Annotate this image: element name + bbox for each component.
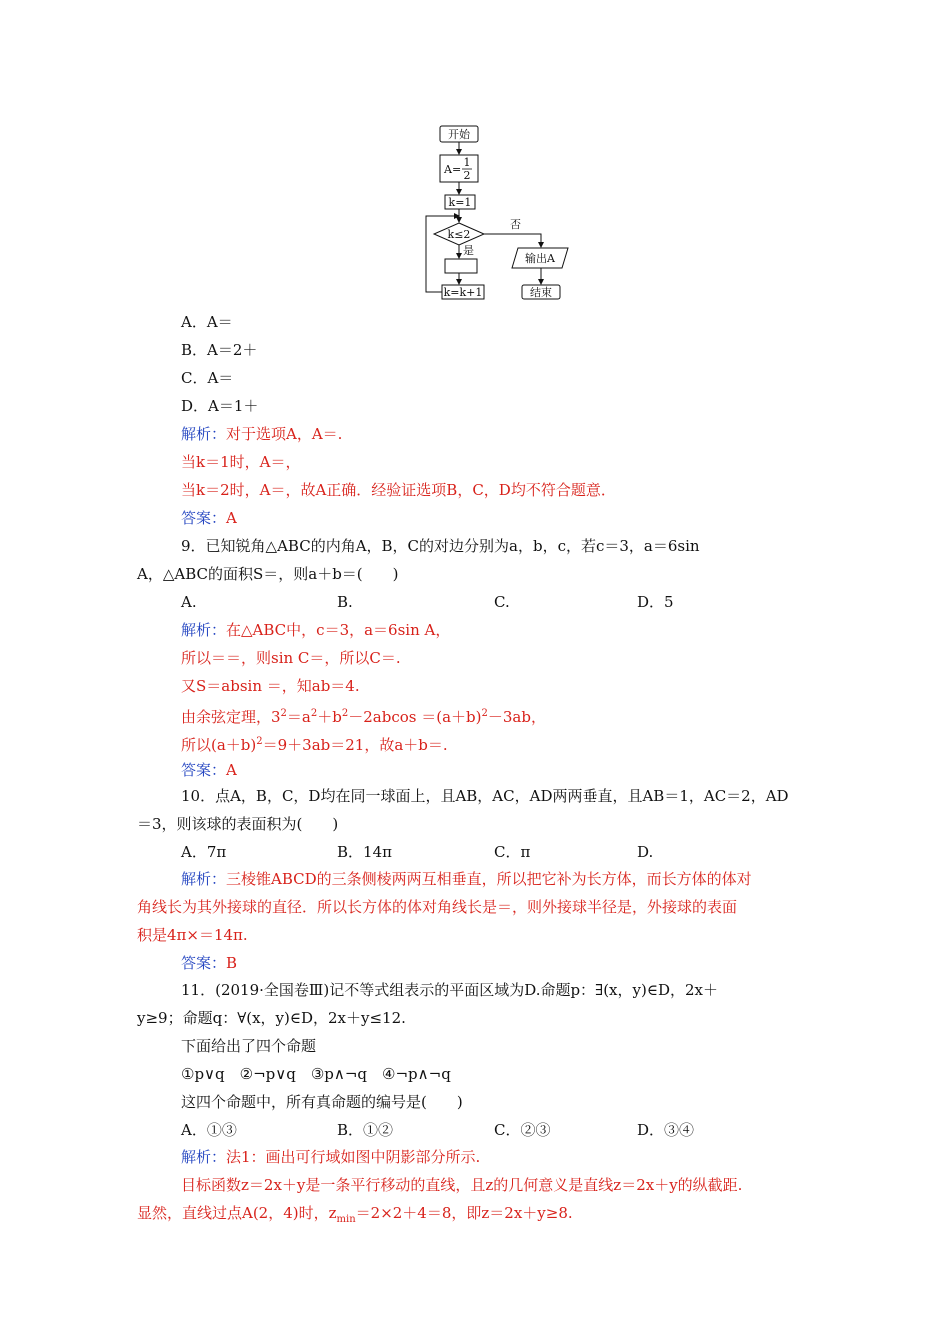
q9-answer-label: 答案： [181,761,227,779]
q10-analysis-text1: 三棱锥ABCD的三条侧棱两两互相垂直，所以把它补为长方体，而长方体的体对 [226,870,752,888]
q8-answer [181,508,237,528]
q10-analysis-line2: 角线长为其外接球的直径．所以长方体的体对角线长是＝，则外接球半径是，外接球的表面 [137,898,738,916]
q8-answer-value: A [226,509,237,527]
q11-analysis-line3-sub: min [336,1214,356,1225]
q9-analysis-line4-part-e: －3ab， [487,708,546,726]
flowchart-increment-label: k=k+1 [443,286,483,299]
q9-analysis-line5-part-b: ＝9＋3ab＝21，故a＋b＝. [262,736,448,754]
flowchart-condition-label: k≤2 [447,228,471,241]
q10-analysis-line3: 积是4π×＝14π. [137,926,248,944]
flowchart-yes-label: 是 [463,244,474,257]
q9-analysis-label: 解析： [181,621,227,639]
q8-analysis-line1 [181,424,342,444]
q9-answer-value: A [226,761,237,779]
q11-analysis-line3-part-a: 显然，直线过点A(2，4)时，z [137,1204,337,1222]
flowchart-output-label: 输出A [525,252,555,265]
q9-option-c: C. [494,593,510,611]
flowchart-init-k-node [445,195,475,209]
flowchart-end-node [522,285,560,299]
q10-option-b: B．14π [337,843,392,861]
q8-answer-label: 答案： [181,509,227,527]
flowchart-diagram [414,120,574,305]
q11-option-b: B．①② [337,1121,394,1139]
q9-analysis-line4-part-b: ＝a [286,708,311,726]
flowchart-process-node [445,259,477,273]
q8-option-d: D．A＝1＋ [181,397,259,415]
flowchart-assign-a-num: 1 [463,156,471,169]
q11-stem-line3: 下面给出了四个命题 [181,1037,317,1055]
q9-answer [181,760,237,780]
flowchart-start-label: 开始 [448,128,470,141]
flowchart-assign-a-den: 2 [463,169,471,182]
q10-analysis-line1 [181,869,752,889]
q11-option-a: A．①③ [181,1121,237,1139]
q10-stem-line1: 10．点A，B，C，D均在同一球面上，且AB，AC，AD两两垂直，且AB＝1，AC＝2，AD [181,787,789,805]
q9-analysis-line5-sup: 2 [256,736,263,747]
q9-analysis-line4 [181,704,546,727]
q9-analysis-line4-part-c: ＋b [317,708,342,726]
q9-analysis-line5-part-a: 所以(a＋b) [181,736,257,754]
flowchart-assign-a-prefix: A= [444,163,462,176]
flowchart-init-k-label: k=1 [448,196,472,209]
q8-analysis-line3: 当k＝2时，A＝，故A正确．经验证选项B，C，D均不符合题意． [181,481,616,499]
q10-answer-value: B [226,954,238,972]
flowchart-increment-node [442,285,484,299]
q9-analysis-line4-sup4: 2 [481,708,488,719]
q11-analysis-line1 [181,1147,480,1167]
q8-option-c: C．A＝ [181,369,234,387]
q11-stem-line4: ①p∨q ②¬p∨q ③p∧¬q ④¬p∧¬q [181,1065,451,1083]
q9-analysis-line5 [181,732,448,755]
q9-option-d: D．5 [637,593,674,611]
flowchart-assign-a-node [440,155,478,182]
q9-option-b: B. [337,593,353,611]
q8-analysis-line2: 当k＝1时，A＝， [181,453,301,471]
q11-option-d: D．③④ [637,1121,695,1139]
q9-analysis-line2: 所以＝＝，则sin C＝，所以C＝. [181,649,401,667]
flowchart-start-node [440,126,478,142]
q8-option-b: B．A＝2＋ [181,341,258,359]
flowchart-output-node [512,248,568,268]
q9-analysis-text1: 在△ABC中，c＝3，a＝6sin A， [226,621,451,639]
q11-analysis-line2: 目标函数z＝2x＋y是一条平行移动的直线，且z的几何意义是直线z＝2x＋y的纵截距. [181,1176,743,1194]
q9-analysis-line3: 又S＝absin ＝，知ab＝4. [181,677,360,695]
q9-analysis-line4-sup3: 2 [341,708,349,719]
q10-option-d: D. [637,843,654,861]
q8-analysis-label: 解析： [181,425,227,443]
q8-option-a: A．A＝ [181,313,233,331]
q10-option-a: A．7π [181,843,227,861]
q9-analysis-line4-sup1: 2 [280,708,287,719]
q10-answer [181,953,237,973]
flowchart-no-label: 否 [510,218,521,231]
q10-analysis-label: 解析： [181,870,227,888]
q11-stem-line1: 11．(2019·全国卷Ⅲ)记不等式组表示的平面区域为D.命题p：∃(x，y)∈D，2x＋ [181,981,718,999]
q8-analysis-text1: 对于选项A，A＝. [226,425,343,443]
flowchart-condition-node [434,223,484,245]
q9-analysis-line4-sup2: 2 [310,708,318,719]
q11-stem-line5: 这四个命题中，所有真命题的编号是( ) [181,1093,463,1111]
q9-stem-line1: 9．已知锐角△ABC的内角A，B，C的对边分别为a，b，c，若c＝3，a＝6sin [181,537,700,555]
q9-stem-line2: A，△ABC的面积S＝，则a＋b＝( ) [137,565,399,583]
q9-analysis-line1 [181,620,450,640]
q11-analysis-text1: 法1：画出可行域如图中阴影部分所示. [226,1148,481,1166]
q9-analysis-line4-part-d: －2abcos ＝(a＋b) [348,708,482,726]
q11-analysis-line3-part-b: ＝2×2＋4＝8，即z＝2x＋y≥8. [355,1204,573,1222]
q11-analysis-line3 [137,1203,573,1230]
q10-answer-label: 答案： [181,954,227,972]
q10-stem-line2: ＝3，则该球的表面积为( ) [137,815,339,833]
q11-option-c: C．②③ [494,1121,551,1139]
q9-option-a: A. [181,593,197,611]
flowchart-end-label: 结束 [530,286,552,299]
q10-option-c: C．π [494,843,531,861]
q11-stem-line2: y≥9；命题q：∀(x，y)∈D，2x＋y≤12. [137,1009,406,1027]
q9-analysis-line4-part-a: 由余弦定理，3 [181,708,281,726]
q11-analysis-label: 解析： [181,1148,227,1166]
